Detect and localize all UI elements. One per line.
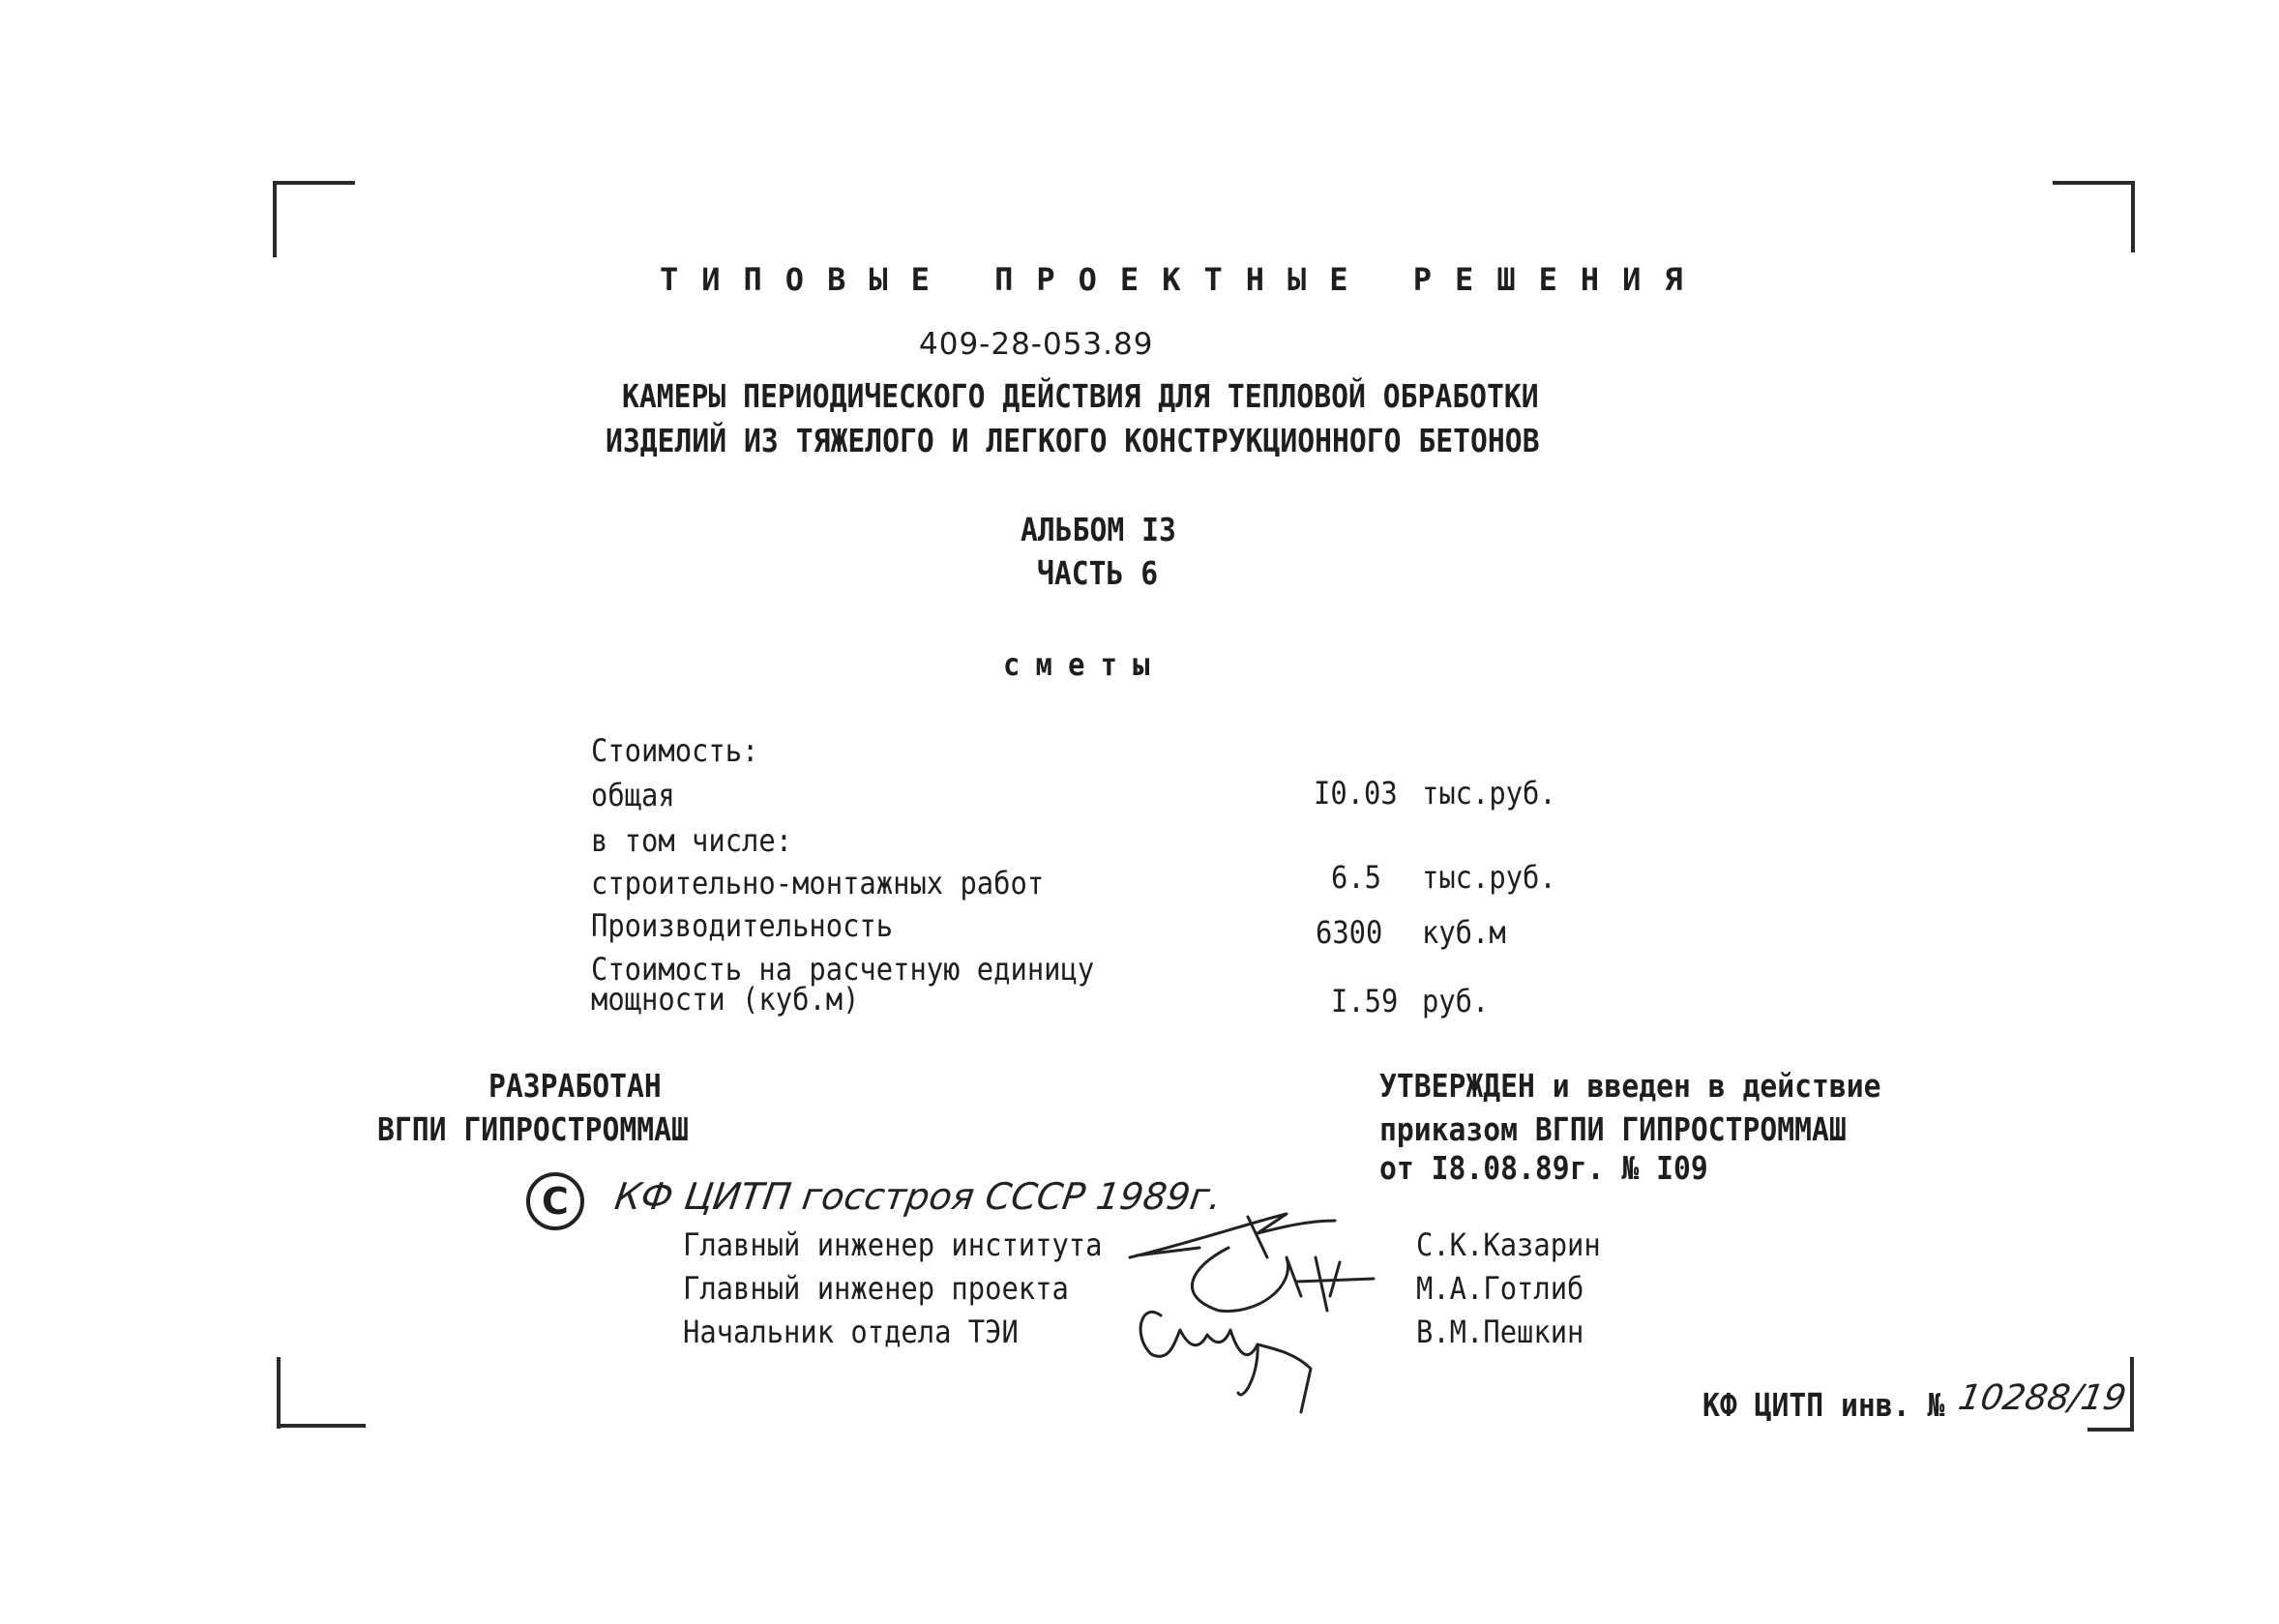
signatory-name: В.М.Пешкин [1416,1314,1584,1350]
cost-heading: Стоимость: [591,732,759,769]
cost-row-unit: куб.м [1422,914,1506,951]
cost-row-value: I0.03 [1314,775,1398,812]
album-number: АЛЬБОМ I3 [1021,511,1176,548]
approval-line-2: приказом ВГПИ ГИПРОСТРОММАШ [1379,1110,1847,1148]
signatory-name: С.К.Казарин [1416,1226,1601,1263]
signatory-position: Начальник отдела ТЭИ [683,1314,1019,1350]
developer-label: РАЗРАБОТАН [488,1067,662,1105]
inventory-label: КФ ЦИТП инв. № [1702,1386,1945,1424]
subject-line-1: КАМЕРЫ ПЕРИОДИЧЕСКОГО ДЕЙСТВИЯ ДЛЯ ТЕПЛОВОЙ ОБРАБОТКИ [622,377,1539,415]
cost-row-value: 6.5 [1331,859,1382,896]
document-code: 409-28-053.89 [919,327,1154,362]
unit-cost-unit: руб. [1422,983,1490,1019]
signatory-position: Главный инженер проекта [683,1270,1069,1307]
cost-row-label: строительно-монтажных работ [591,865,1045,901]
cost-row-value: 6300 [1316,914,1383,951]
cost-row-label: Производительность [591,907,894,944]
cost-row-unit: тыс.руб. [1422,775,1556,812]
copyright-icon: C [526,1172,584,1230]
approval-line-1: УТВЕРЖДЕН и введен в действие [1379,1067,1881,1105]
cost-row-label: в том числе: [591,822,793,859]
approval-line-3: от I8.08.89г. № I09 [1379,1149,1708,1187]
part-number: ЧАСТЬ 6 [1037,554,1159,592]
unit-cost-value: I.59 [1331,983,1399,1019]
inventory-number: 10288/19 [1955,1378,2130,1418]
subject-line-2: ИЗДЕЛИЙ ИЗ ТЯЖЕЛОГО И ЛЕГКОГО КОНСТРУКЦИОННОГО БЕТОНОВ [606,422,1540,459]
developer-org: ВГПИ ГИПРОСТРОММАШ [377,1110,689,1148]
unit-cost-label-line2: мощности (куб.м) [591,981,860,1018]
copyright-stamp: КФ ЦИТП госстроя СССР 1989г. [611,1175,1225,1218]
series-title: ТИПОВЫЕ ПРОЕКТНЫЕ РЕШЕНИЯ [660,261,1706,298]
section-title: сметы [1003,646,1166,683]
signatory-name: М.А.Готлиб [1416,1270,1584,1307]
signatory-position: Главный инженер института [683,1226,1103,1263]
cost-row-unit: тыс.руб. [1422,859,1556,896]
unit-cost-label-line1: Стоимость на расчетную единицу [591,951,1095,988]
cost-row-label: общая [591,777,675,813]
